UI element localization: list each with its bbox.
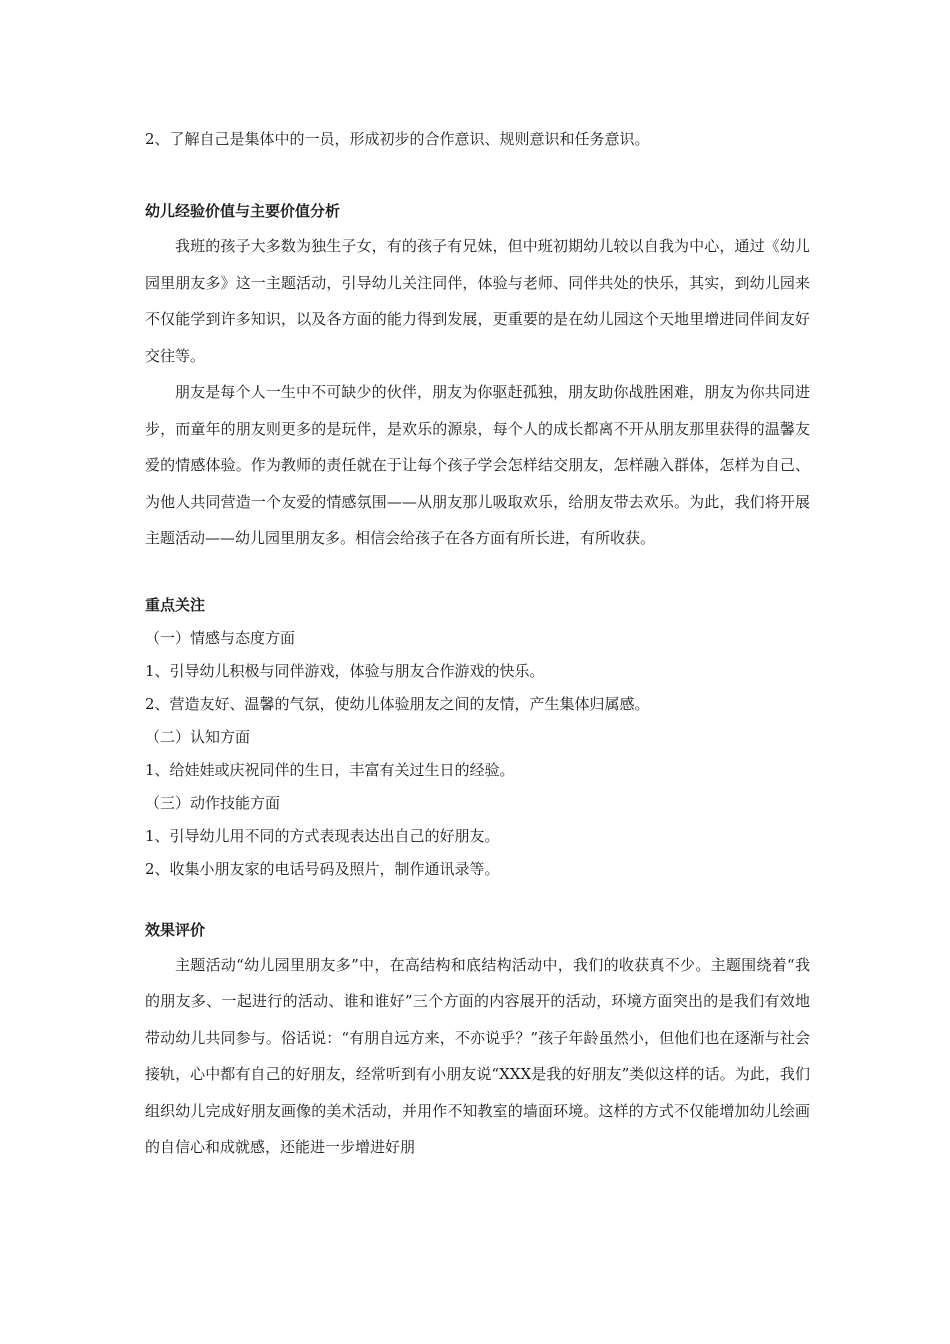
key-focus-subheading-cognition: （二）认知方面	[145, 727, 251, 746]
evaluation-paragraph: 主题活动“幼儿园里朋友多”中，在高结构和底结构活动中，我们的收获真不少。主题围绕着“我的朋友多、一起进行的活动、谁和谁好”三个方面的内容展开的活动，环境方面突出的是我们有效地带动幼儿共同参与。俗话说：“有朋自远方来，不亦说乎？”孩子年龄虽然小，但他们也在逐渐与社会接轨，心中都有自己的好朋友，经常听到有小朋友说“XXX是我的好朋友”类似这样的话。为此，我们组织幼儿完成好朋友画像的美术活动，并用作不知教室的墙面环境。这样的方式不仅能增加幼儿绘画的自信心和成就感，还能进一步增进好朋	[145, 955, 810, 1156]
key-focus-item: 1、引导幼儿积极与同伴游戏，体验与朋友合作游戏的快乐。	[145, 661, 545, 680]
key-focus-item: 1、引导幼儿用不同的方式表现表达出自己的好朋友。	[145, 826, 500, 845]
spacer	[145, 886, 810, 914]
spacer	[145, 156, 810, 195]
intro-list-item: 2、了解自己是集体中的一员，形成初步的合作意识、规则意识和任务意识。	[145, 130, 650, 148]
key-focus-item: 2、收集小朋友家的电话号码及照片，制作通讯录等。	[145, 859, 500, 878]
key-focus-subheading-motor-skills: （三）动作技能方面	[145, 793, 281, 812]
value-analysis-paragraph-1: 我班的孩子大多数为独生子女，有的孩子有兄妹，但中班初期幼儿较以自我为中心，通过《幼儿园里朋友多》这一主题活动，引导幼儿关注同伴，体验与老师、同伴共处的快乐，其实，到幼儿园来不仅能学到许多知识，以及各方面的能力得到发展，更重要的是在幼儿园这个天地里增进同伴间友好交往等。	[145, 237, 810, 365]
value-analysis-paragraph-2: 朋友是每个人一生中不可缺少的伙伴，朋友为你驱赶孤独，朋友助你战胜困难，朋友为你共同进步，而童年的朋友则更多的是玩伴，是欢乐的源泉，每个人的成长都离不开从朋友那里获得的温馨友爱的情感体验。作为教师的责任就在于让每个孩子学会怎样结交朋友，怎样融入群体，怎样为自己、为他人共同营造一个友爱的情感氛围——从朋友那儿吸取欢乐，给朋友带去欢乐。为此，我们将开展主题活动——幼儿园里朋友多。相信会给孩子在各方面有所长进，有所收获。	[145, 383, 810, 547]
section-heading-key-focus: 重点关注	[145, 595, 206, 614]
key-focus-item: 2、营造友好、温馨的气氛，使幼儿体验朋友之间的友情，产生集体归属感。	[145, 694, 650, 713]
document-body	[145, 123, 810, 1166]
key-focus-item: 1、给娃娃或庆祝同伴的生日，丰富有关过生日的经验。	[145, 760, 515, 779]
key-focus-subheading-emotion: （一）情感与态度方面	[145, 628, 296, 647]
section-heading-evaluation: 效果评价	[145, 920, 206, 939]
spacer	[145, 557, 810, 589]
section-heading-value-analysis: 幼儿经验价值与主要价值分析	[145, 202, 341, 220]
